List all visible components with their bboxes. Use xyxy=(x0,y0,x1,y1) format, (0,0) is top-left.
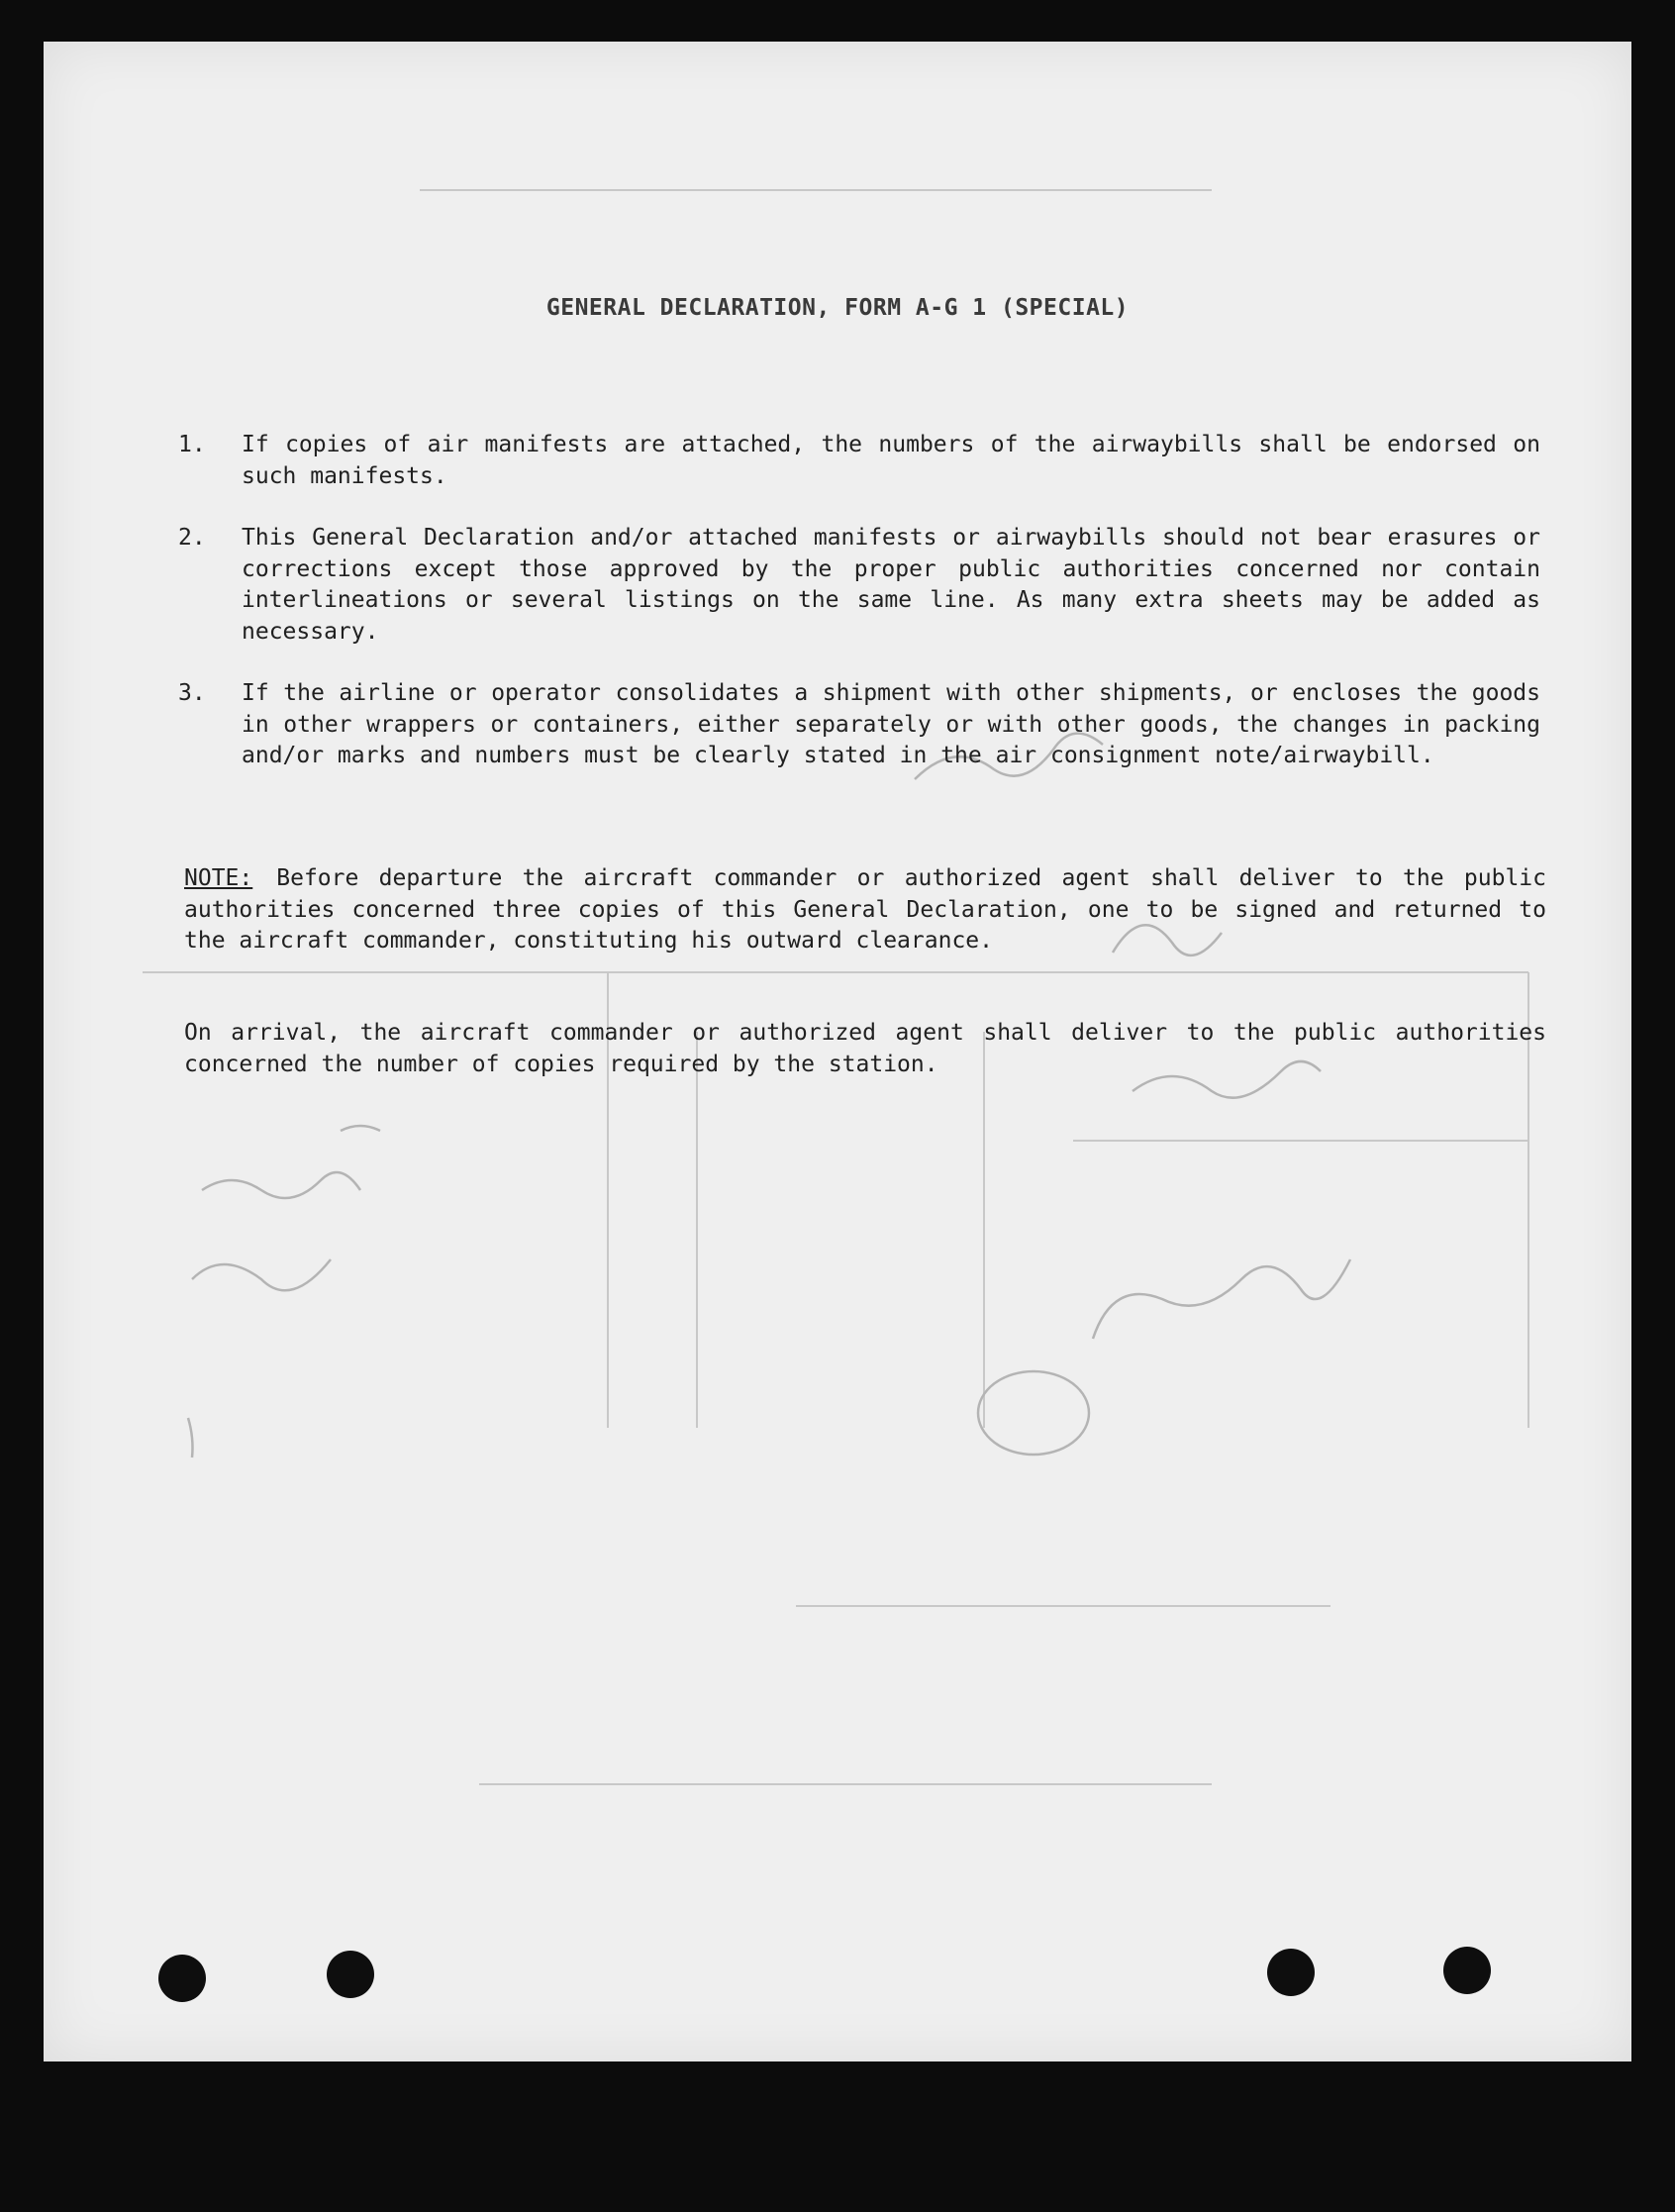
item-number: 2. xyxy=(178,525,206,551)
list-item xyxy=(178,678,1540,807)
document-page xyxy=(44,42,1631,2061)
punch-hole xyxy=(327,1951,374,1998)
item-text: This General Declaration and/or attached manifests or airwaybills should not bear erasures or corrections except those approved by the proper public authorities concerned nor contain interlineations or several listings on the same line. As many extra sheets may be added as necessary. xyxy=(242,525,1540,645)
item-text: If the airline or operator consolidates a shipment with other shipments, or encloses the goods in other wrappers or containers, either separately or with other goods, the changes in packing and/or marks and numbers must be clearly stated in the air consignment note/airwaybill. xyxy=(242,680,1540,768)
list-item xyxy=(178,430,1540,499)
arrival-paragraph: On arrival, the aircraft commander or authorized agent shall deliver to the public authorities concerned the number of copies required by the station. xyxy=(184,1020,1546,1077)
punch-hole xyxy=(158,1955,206,2002)
note-text: Before departure the aircraft commander or authorized agent shall deliver to the public authorities concerned three copies of this General Declaration, one to be signed and returned to the aircraft commander, constituting his outward clearance. xyxy=(184,865,1546,954)
note-label: NOTE: xyxy=(184,865,253,891)
document-title: GENERAL DECLARATION, FORM A-G 1 (SPECIAL) xyxy=(545,295,1130,321)
list-item xyxy=(178,523,1540,652)
punch-hole xyxy=(1267,1949,1315,1996)
item-number: 1. xyxy=(178,432,206,457)
punch-hole xyxy=(1443,1947,1491,1994)
item-text: If copies of air manifests are attached, the numbers of the airwaybills shall be endorsed on such manifests. xyxy=(242,432,1540,489)
note-paragraph xyxy=(184,863,1546,957)
item-number: 3. xyxy=(178,680,206,706)
